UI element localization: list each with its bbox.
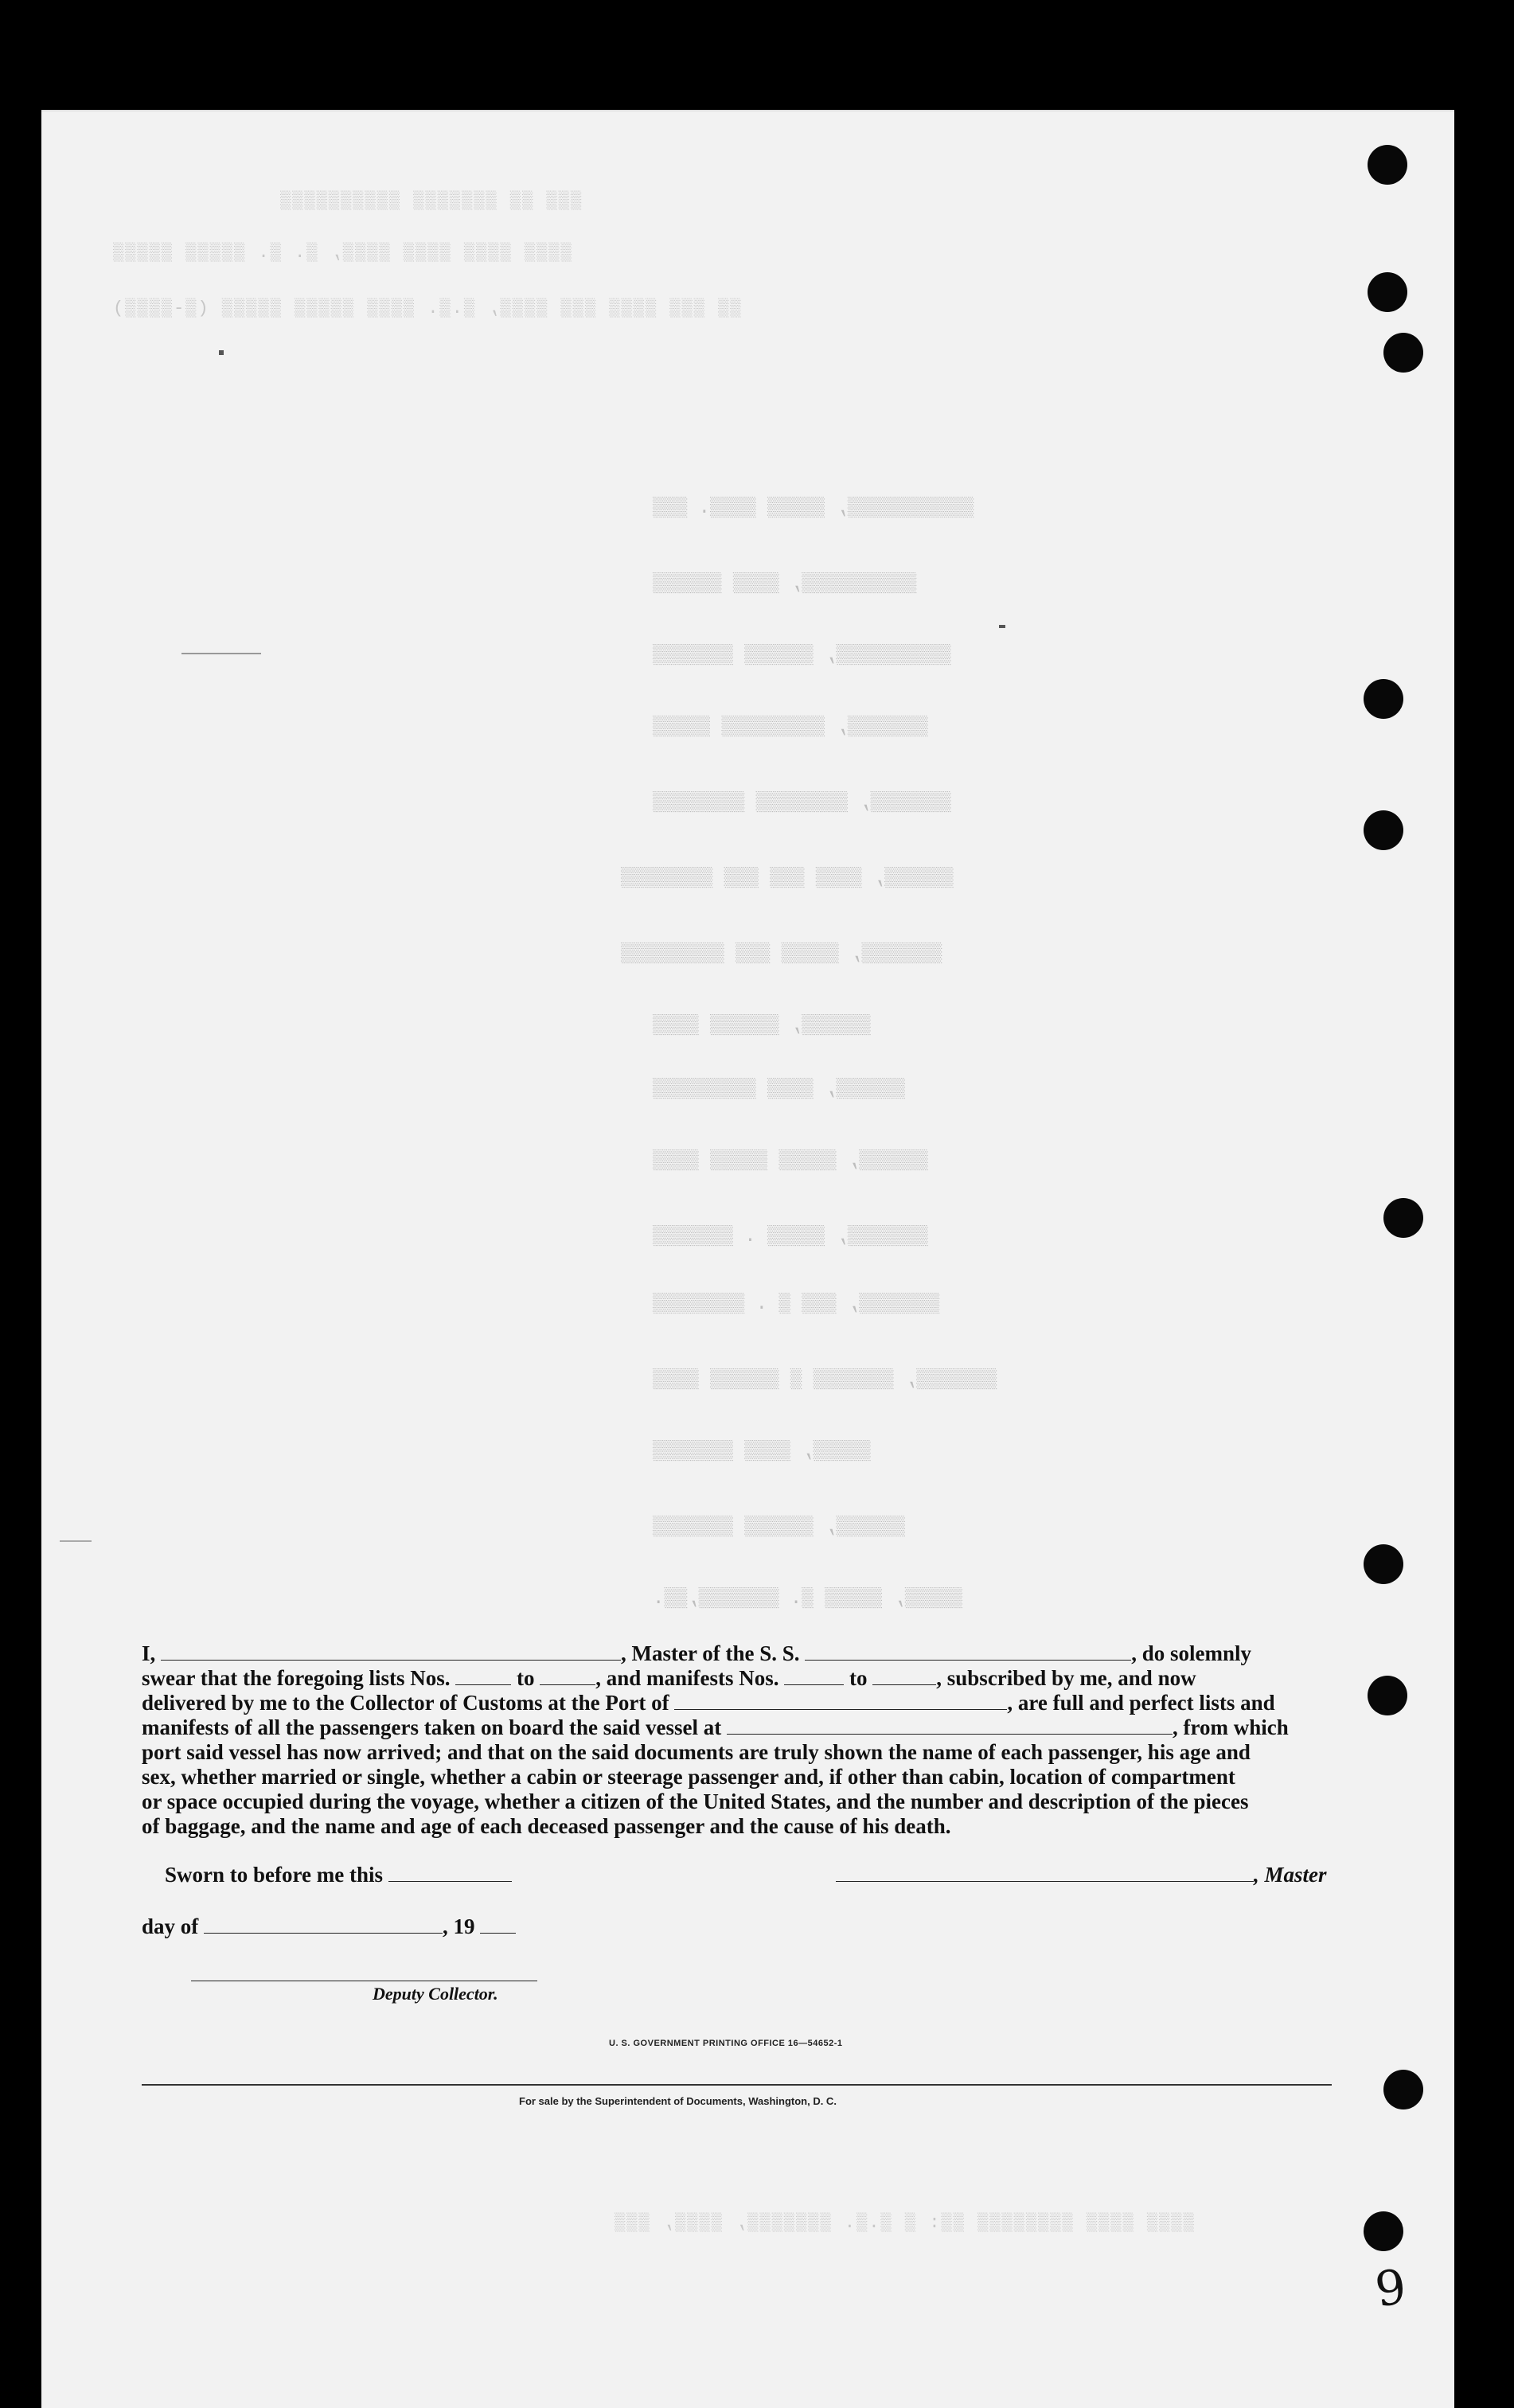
bleed-through-row: ▒▒▒▒▒▒▒, ▒▒▒▒▒▒▒ ▒ ▒▒▒▒▒▒ ▒▒▒▒ [653, 1369, 997, 1391]
oath-from-which: , from which [1173, 1715, 1289, 1739]
stray-mark [219, 350, 224, 355]
oath-master-of: , Master of the S. S. [621, 1641, 800, 1665]
bleed-through-row: ▒▒▒▒▒▒▒, ▒▒▒▒▒▒▒▒▒ ▒▒▒▒▒ [653, 716, 928, 738]
for-sale-note: For sale by the Superintendent of Documents, Washington, D. C. [519, 2095, 837, 2107]
oath-full-perfect: , are full and perfect lists and [1007, 1691, 1275, 1715]
bleed-through-row: ▒▒▒▒▒, ▒▒▒▒ ▒▒▒▒▒▒▒ [653, 1441, 871, 1462]
oath-delivered: delivered by me to the Collector of Customs at the Port of [142, 1691, 669, 1715]
punch-hole-icon [1368, 1676, 1407, 1715]
oath-subscribed: , subscribed by me, and now [936, 1666, 1196, 1690]
embark-port-blank [727, 1716, 1173, 1735]
printing-office-note: U. S. GOVERNMENT PRINTING OFFICE 16—54652-1 [609, 2039, 843, 2048]
bleed-through-row: ▒▒▒▒▒▒▒, ▒▒▒▒▒ . ▒▒▒▒▒▒▒ [653, 1226, 928, 1247]
deputy-signature-blank [191, 1963, 537, 1981]
document-page [41, 110, 1454, 2408]
bleed-through-row: ▒▒▒▒▒, ▒▒▒▒▒ ▒. ▒▒▒▒▒▒▒,▒▒. [653, 1588, 962, 1610]
oath-line-8: of baggage, and the name and age of each deceased passenger and the cause of his death. [142, 1814, 951, 1838]
nineteen-label: , 19 [443, 1914, 475, 1938]
sworn-line [165, 1863, 512, 1887]
oath-to2: to [849, 1666, 868, 1690]
list-to-blank [540, 1667, 595, 1685]
stray-mark [181, 653, 261, 654]
bleed-through-row: ▒▒▒▒▒▒▒, ▒▒▒▒▒ ▒▒▒ ▒▒▒▒▒▒▒▒▒ [621, 943, 942, 965]
oath-line-7: or space occupied during the voyage, whether a citizen of the United States, and the number and description of the pieces [142, 1789, 1249, 1813]
sworn-label: Sworn to before me this [165, 1863, 383, 1887]
punch-hole-icon [1368, 272, 1407, 312]
bleed-through-row: ▒▒▒▒▒▒▒▒▒▒, ▒▒▒▒ ▒▒▒▒▒▒ [653, 573, 917, 595]
stray-mark [999, 625, 1005, 628]
oath-line-6: sex, whether married or single, whether a cabin or steerage passenger and, if other than cabin, location of compartment [142, 1765, 1235, 1789]
oath-line-5: port said vessel has now arrived; and that on the said documents are truly shown the name of each passenger, his age and [142, 1740, 1251, 1764]
punch-hole-icon [1368, 145, 1407, 185]
punch-hole-icon [1364, 810, 1403, 850]
bleed-through-footer: ▒▒▒▒ ▒▒▒▒ ▒▒▒▒▒▒▒▒ ▒▒: ▒ ▒.▒. ▒▒▒▒▒▒▒, ▒▒▒▒, ▒▒▒ [613, 2213, 1194, 2233]
day-of-line [142, 1914, 516, 1939]
day-of-label: day of [142, 1914, 199, 1938]
footer-rule [142, 2084, 1332, 2086]
master-signature-line [836, 1863, 1327, 1887]
bleed-through-row: ▒▒▒▒▒▒▒, ▒▒▒ ▒ . ▒▒▒▒▒▒▒▒ [653, 1294, 940, 1315]
manifest-from-blank [784, 1667, 844, 1685]
oath-to1: to [516, 1666, 535, 1690]
bleed-through-line: ▒▒ ▒▒▒ ▒▒▒▒ ▒▒▒ ▒▒▒▒, ▒.▒. ▒▒▒▒ ▒▒▒▒▒ ▒▒▒▒▒ (▒-▒▒▒▒) [111, 299, 741, 318]
handwritten-nine-icon: 9 [1372, 2258, 1410, 2319]
oath-i: I, [142, 1641, 156, 1665]
oath-manifests-all: manifests of all the passengers taken on board the said vessel at [142, 1715, 722, 1739]
list-from-blank [455, 1667, 511, 1685]
port-blank [674, 1692, 1007, 1710]
bleed-through-row: ▒▒▒▒▒▒▒, ▒▒▒▒▒▒▒▒ ▒▒▒▒▒▒▒▒ [653, 792, 951, 814]
bleed-through-row: ▒▒▒▒▒▒▒▒▒▒, ▒▒▒▒▒▒ ▒▒▒▒▒▒▒ [653, 645, 951, 666]
punch-hole-icon [1383, 333, 1423, 373]
master-name-blank [161, 1642, 621, 1661]
oath-paragraph [142, 1641, 1332, 1839]
sworn-date-blank [388, 1864, 512, 1882]
stray-mark [60, 1540, 92, 1542]
master-signature-blank [836, 1864, 1254, 1882]
manifest-to-blank [872, 1667, 936, 1685]
oath-do-solemnly: , do solemnly [1131, 1641, 1252, 1665]
punch-hole-icon [1364, 1544, 1403, 1584]
punch-hole-icon [1383, 1198, 1423, 1238]
bleed-through-row: ▒▒▒▒▒▒▒▒▒▒▒, ▒▒▒▒▒ ▒▒▒▒. ▒▒▒ [653, 498, 974, 519]
bleed-through-header: ▒▒▒ ▒▒ ▒▒▒▒▒▒▒ ▒▒▒▒▒▒▒▒▒▒ [279, 191, 582, 211]
bleed-through-line: ▒▒▒▒ ▒▒▒▒ ▒▒▒▒ ▒▒▒▒, ▒. ▒. ▒▒▒▒▒ ▒▒▒▒▒ [111, 243, 572, 263]
bleed-through-row: ▒▒▒▒▒▒, ▒▒▒▒▒ ▒▒▒▒▒ ▒▒▒▒ [653, 1150, 928, 1172]
bleed-through-row: ▒▒▒▒▒▒, ▒▒▒▒▒▒ ▒▒▒▒ [653, 1015, 871, 1036]
vessel-name-blank [805, 1642, 1131, 1661]
punch-hole-icon [1383, 2070, 1423, 2109]
punch-hole-icon [1364, 2211, 1403, 2251]
master-label: , Master [1254, 1863, 1327, 1887]
oath-swear: swear that the foregoing lists Nos. [142, 1666, 451, 1690]
day-blank [204, 1915, 443, 1934]
deputy-collector-label: Deputy Collector. [373, 1984, 498, 2004]
bleed-through-row: ▒▒▒▒▒▒, ▒▒▒▒▒▒ ▒▒▒▒▒▒▒ [653, 1516, 905, 1538]
year-blank [480, 1915, 516, 1934]
oath-and-manifests: , and manifests Nos. [595, 1666, 779, 1690]
punch-hole-icon [1364, 679, 1403, 719]
bleed-through-row: ▒▒▒▒▒▒, ▒▒▒▒ ▒▒▒ ▒▒▒ ▒▒▒▒▒▒▒▒ [621, 868, 954, 889]
bleed-through-row: ▒▒▒▒▒▒, ▒▒▒▒ ▒▒▒▒▒▒▒▒▒ [653, 1079, 905, 1100]
